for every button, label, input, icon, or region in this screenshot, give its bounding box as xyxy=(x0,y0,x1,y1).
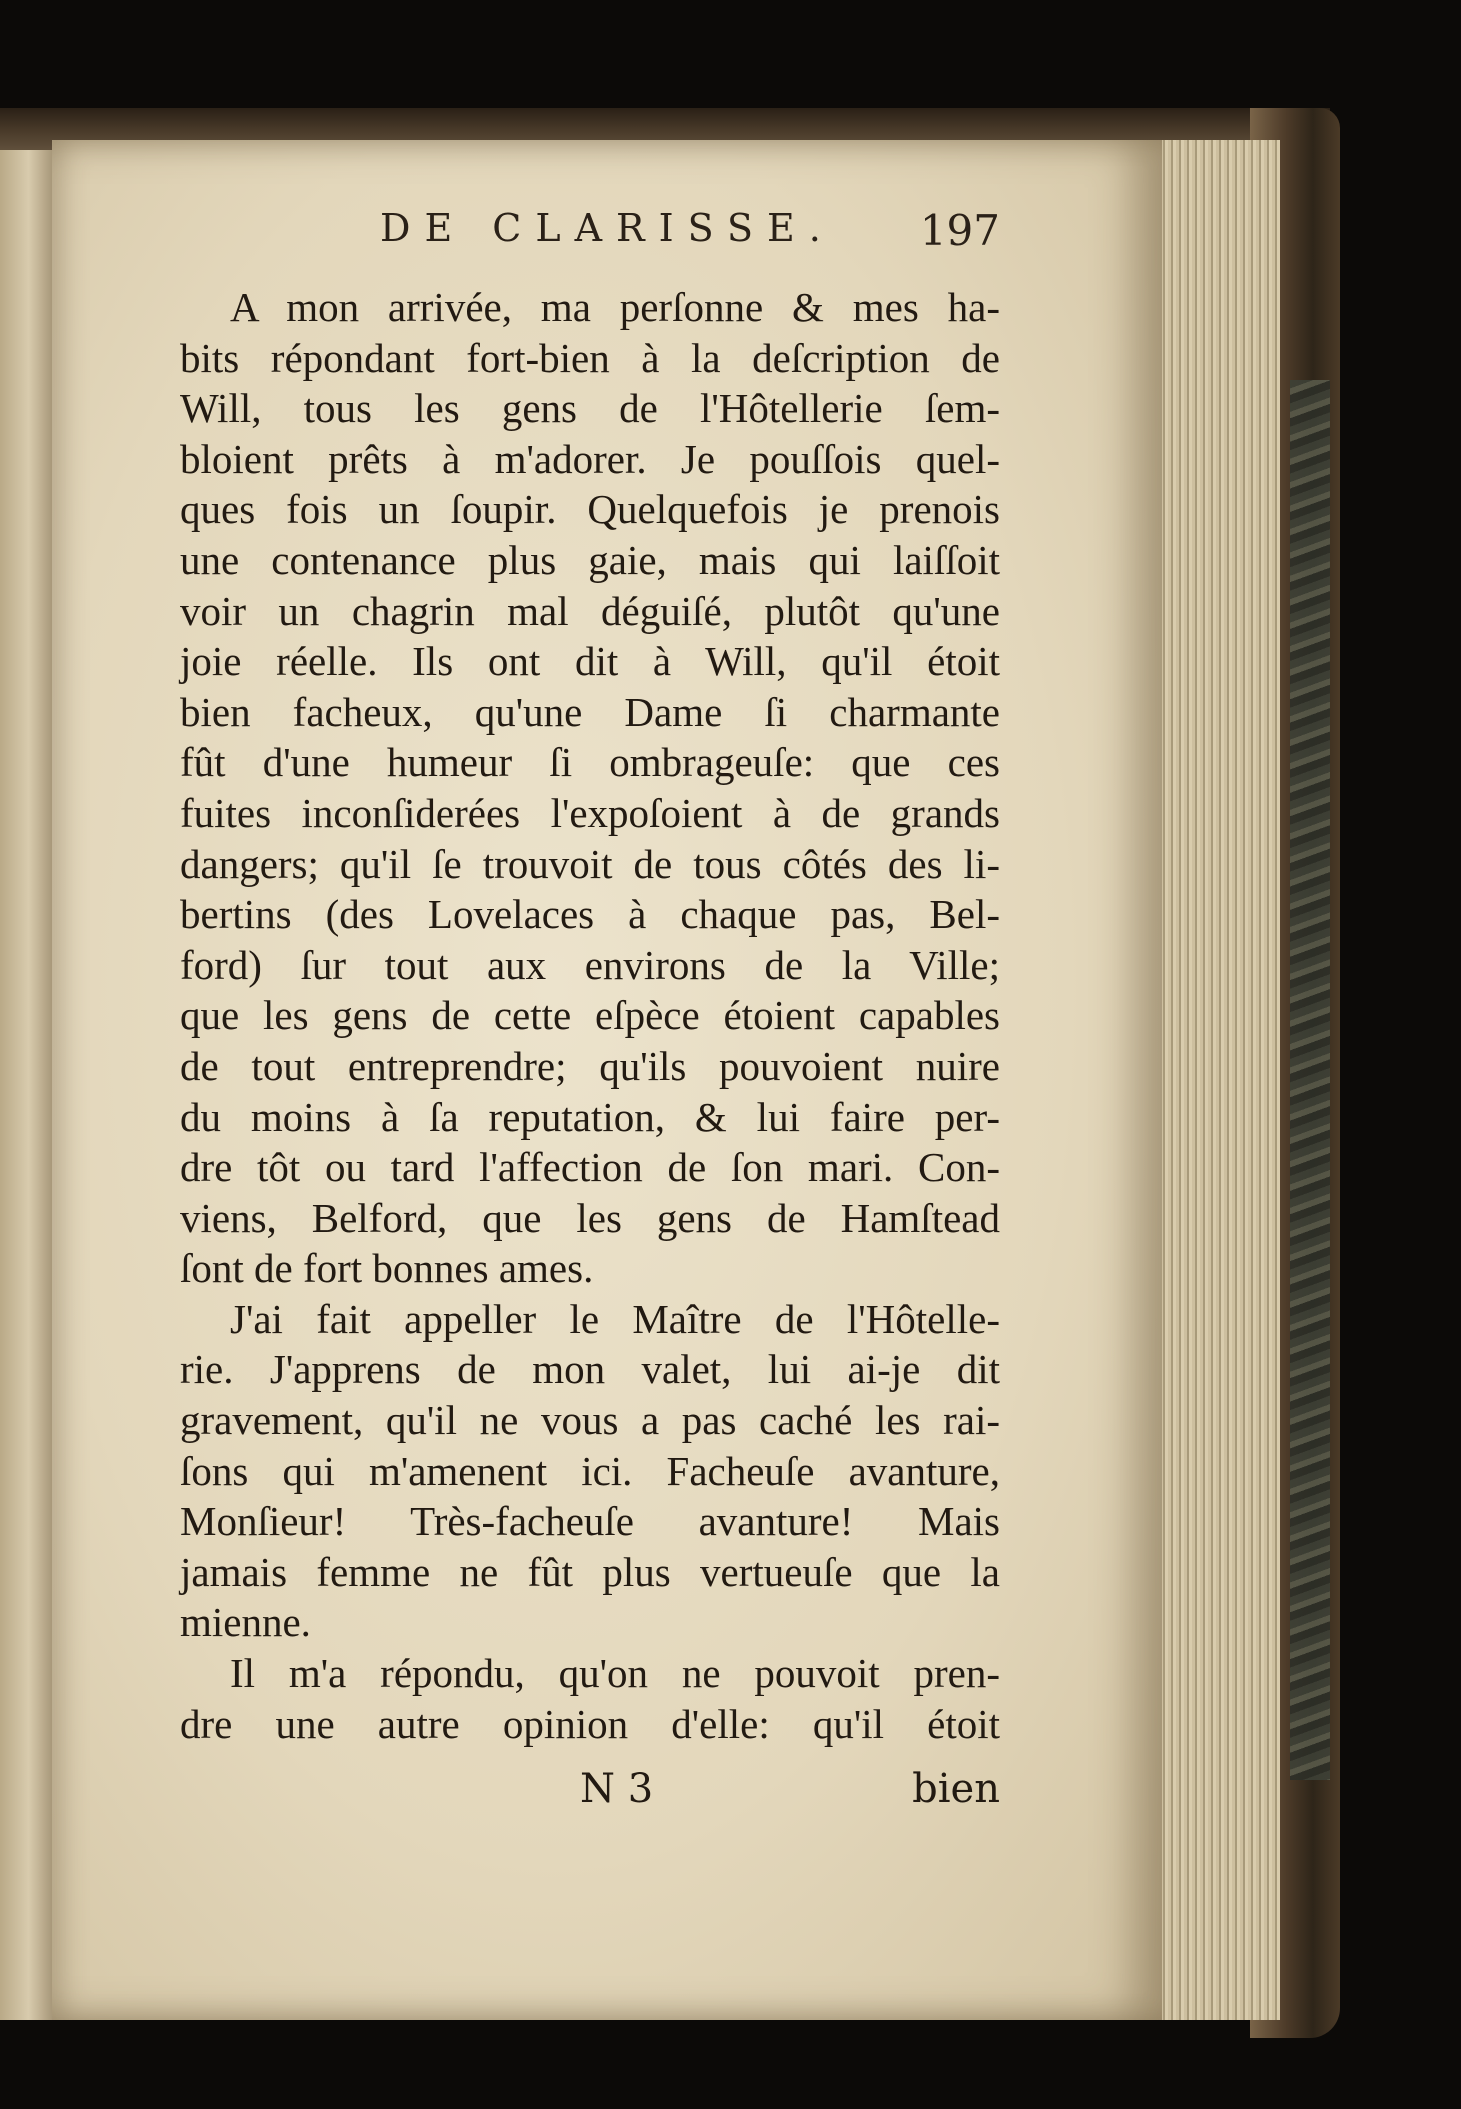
text-line: du moins à ſa reputation, & lui faire per- xyxy=(180,1093,1000,1140)
text-line: de tout entreprendre; qu'ils pouvoient nuire xyxy=(180,1042,1000,1089)
page-edges-stack xyxy=(1160,140,1280,2020)
text-line: bloient prêts à m'adorer. Je pouſſois quel- xyxy=(180,435,1000,482)
paragraph xyxy=(180,1294,1000,1648)
text-line: bits répondant fort-bien à la deſcription de xyxy=(180,334,1000,381)
page-header xyxy=(180,206,1000,266)
text-line: gravement, qu'il ne vous a pas caché les rai- xyxy=(180,1397,1000,1444)
text-line: une contenance plus gaie, mais qui laiſſoit xyxy=(180,536,1000,583)
text-line: J'ai fait appeller le Maître de l'Hôtelle- xyxy=(230,1295,1000,1342)
text-line: ques fois un ſoupir. Quelquefois je prenois xyxy=(180,486,1000,533)
text-line: viens, Belford, que les gens de Hamſtead xyxy=(180,1194,1000,1241)
text-line: que les gens de cette eſpèce étoient capables xyxy=(180,992,1000,1039)
signature-mark: N 3 xyxy=(580,1766,654,1812)
text-line: ford) ſur tout aux environs de la Ville; xyxy=(180,941,1000,988)
text-line: fût d'une humeur ſi ombrageuſe: que ces xyxy=(180,739,1000,786)
text-line: dre tôt ou tard l'affection de ſon mari. Con- xyxy=(180,1144,1000,1191)
text-line: mienne. xyxy=(180,1599,311,1646)
text-line: jamais femme ne fût plus vertueuſe que la xyxy=(180,1548,1000,1595)
running-title: DE CLARISSE. xyxy=(380,206,835,250)
text-line: Monſieur! Très-facheuſe avanture! Mais xyxy=(180,1498,1000,1545)
marbled-cover-edge xyxy=(1290,380,1330,1780)
page-number: 197 xyxy=(919,206,1000,255)
text-line: rie. J'apprens de mon valet, lui ai-je dit xyxy=(180,1346,1000,1393)
text-line: joie réelle. Ils ont dit à Will, qu'il étoit xyxy=(180,638,1000,685)
text-line: ſont de fort bonnes ames. xyxy=(180,1245,594,1292)
text-line: Will, tous les gens de l'Hôtellerie ſem- xyxy=(180,385,1000,432)
text-line: ſons qui m'amenent ici. Facheuſe avanture, xyxy=(180,1447,1000,1494)
page-footer xyxy=(180,1766,1000,1818)
page-text xyxy=(180,282,1000,1749)
paragraph xyxy=(180,282,1000,1294)
text-line: voir un chagrin mal déguiſé, plutôt qu'une xyxy=(180,587,1000,634)
text-line: dre une autre opinion d'elle: qu'il étoit xyxy=(180,1700,1000,1747)
text-line: Il m'a répondu, qu'on ne pouvoit pren- xyxy=(230,1650,1000,1697)
text-line: bien facheux, qu'une Dame ſi charmante xyxy=(180,688,1000,735)
catchword: bien xyxy=(912,1766,1000,1812)
paragraph xyxy=(180,1648,1000,1749)
text-line: dangers; qu'il ſe trouvoit de tous côtés des li- xyxy=(180,840,1000,887)
left-page-edge xyxy=(0,150,54,2020)
text-line: bertins (des Lovelaces à chaque pas, Bel- xyxy=(180,891,1000,938)
text-line: A mon arrivée, ma perſonne & mes ha- xyxy=(230,284,1000,330)
text-line: fuites inconſiderées l'expoſoient à de grands xyxy=(180,789,1000,836)
